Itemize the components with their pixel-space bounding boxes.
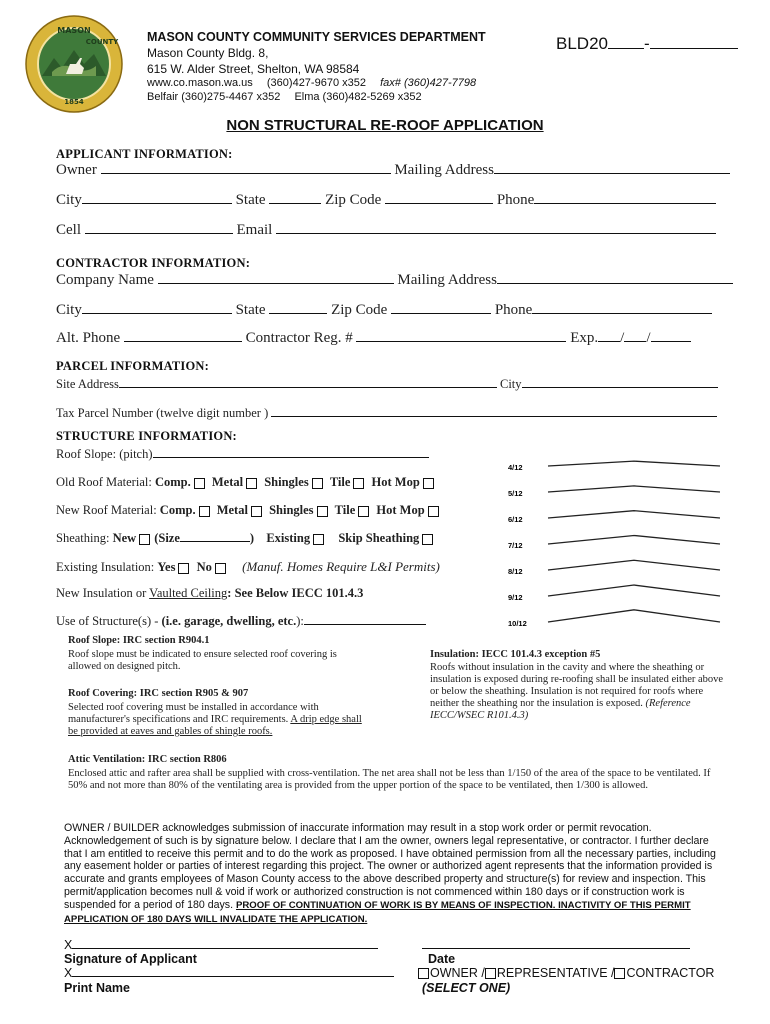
acknowledgement-body: OWNER / BUILDER acknowledges submission of inaccurate information may result in a stop work order or permit revocation. Acknowledgement of such is by signature below. I declare that I am the owner, owners legal representative, or contractor. I further declare that I am entitled to receive this permit and to do the work as proposed. I have obtained permission from all the necessary parties, including any easement holder or parties of interest regarding this project. The owner or authorized agent represents that the information provided is accurate and grants employees of Mason County access to the above described property and structure(s) for review and inspection. This permit/application becomes null & void if work or authorized construction is not commenced within 180 days or if construction work is suspended for a period of 180 days.	[64, 822, 716, 911]
alt-phone-field[interactable]	[124, 341, 242, 342]
old-metal-label: Metal	[211, 475, 244, 489]
county-seal	[22, 14, 126, 114]
permit-year-field[interactable]	[608, 48, 644, 49]
exp-month-field[interactable]	[598, 341, 620, 342]
cell-field[interactable]	[85, 233, 233, 234]
mailing-address-field[interactable]	[494, 173, 730, 174]
new-material-row	[56, 503, 443, 518]
contractor-reg-field[interactable]	[356, 341, 566, 342]
contractor-city-label: City	[56, 302, 82, 318]
new-material-label: New Roof Material:	[56, 503, 157, 517]
seal-year-text: 1854	[64, 98, 84, 106]
manufactured-homes-note: (Manuf. Homes Require L&I Permits)	[242, 559, 440, 574]
cell-row	[56, 222, 716, 239]
contractor-city-row	[56, 302, 712, 319]
use-close: ):	[296, 614, 304, 628]
old-tile-checkbox[interactable]	[353, 478, 364, 489]
sheathing-size-field[interactable]	[180, 541, 250, 542]
sheathing-new-checkbox[interactable]	[139, 534, 150, 545]
pitch-label-4-12: 4/12	[508, 463, 523, 472]
seal-right-text: COUNTY	[85, 38, 119, 46]
address-line1: Mason County Bldg. 8,	[147, 46, 269, 60]
use-of-structure-field[interactable]	[304, 624, 426, 625]
contractor-state-field[interactable]	[269, 313, 327, 314]
elma-phone: Elma (360)482-5269 x352	[294, 91, 422, 103]
old-hotmop-checkbox[interactable]	[423, 478, 434, 489]
tax-parcel-row	[56, 406, 717, 421]
exp-year-field[interactable]	[651, 341, 691, 342]
insulation-note-body: Roofs without insulation in the cavity and where the sheathing or insulation is exposed during re-roofing shall be insulated either above or below the sheathing. Insulation is not required for roofs where neither the sheathing nor the insulation is exposed.	[430, 662, 724, 709]
state-field[interactable]	[269, 203, 321, 204]
city-field[interactable]	[82, 203, 232, 204]
acknowledgement	[64, 822, 720, 926]
pitch-label-9-12: 9/12	[508, 593, 523, 602]
old-comp-label: Comp.	[154, 475, 191, 489]
phone-field[interactable]	[534, 203, 716, 204]
roof-slope-note-title: Roof Slope: IRC section R904.1	[68, 635, 210, 646]
sheathing-existing-checkbox[interactable]	[313, 534, 324, 545]
contractor-zip-field[interactable]	[391, 313, 491, 314]
existing-insulation-label: Existing Insulation:	[56, 560, 155, 574]
pitch-diagram	[506, 446, 726, 632]
new-hotmop-checkbox[interactable]	[428, 506, 439, 517]
drip-edge-note: A drip edge shall be provided at eaves and gables of shingle roofs.	[68, 714, 362, 737]
use-of-structure-row	[56, 614, 426, 629]
old-material-label: Old Roof Material:	[56, 475, 152, 489]
new-tile-checkbox[interactable]	[358, 506, 369, 517]
print-x: X	[64, 966, 73, 980]
sheathing-label: Sheathing:	[56, 531, 110, 545]
old-shingles-checkbox[interactable]	[312, 478, 323, 489]
belfair-phone: Belfair (360)275-4467 x352	[147, 91, 281, 103]
exp-slash-1: /	[620, 330, 625, 346]
pitch-label-10-12: 10/12	[508, 619, 527, 628]
old-metal-checkbox[interactable]	[246, 478, 257, 489]
attic-note-body: Enclosed attic and rafter area shall be supplied with cross-ventilation. The net area shall not be less than 1/150 of the area of the space to be ventilated. If 50% and not more than 80% of the ventilating area is provided from the upper portion of the space to be ventilated, then 1/300 is allowed.	[68, 768, 711, 791]
signature-label: Signature of Applicant	[64, 952, 197, 966]
cell-label: Cell	[56, 222, 81, 238]
new-tile-label: Tile	[334, 503, 356, 517]
pitch-line-5-12	[548, 486, 720, 492]
insulation-note-title: Insulation: IECC 101.4.3 exception #5	[430, 649, 601, 660]
new-metal-label: Metal	[216, 503, 248, 517]
select-one-label: (SELECT ONE)	[422, 981, 511, 995]
contractor-mailing-field[interactable]	[497, 283, 733, 284]
pitch-line-7-12	[548, 535, 720, 544]
signature-x: X	[64, 938, 73, 952]
exp-slash-2: /	[646, 330, 651, 346]
company-field[interactable]	[158, 283, 394, 284]
roof-covering-note-title: Roof Covering: IRC section R905 & 907	[68, 688, 249, 699]
old-material-row	[56, 475, 438, 490]
page-title: NON STRUCTURAL RE-ROOF APPLICATION	[226, 117, 544, 134]
site-address-label: Site Address	[56, 377, 119, 391]
alt-phone-row	[56, 330, 691, 347]
sheathing-close: )	[249, 531, 255, 545]
fax: fax# (360)427-7798	[380, 77, 477, 89]
pitch-label-6-12: 6/12	[508, 515, 523, 524]
role-select-row	[418, 966, 714, 980]
new-insulation-label: New Insulation or	[56, 586, 147, 600]
new-comp-label: Comp.	[159, 503, 196, 517]
city-label: City	[56, 192, 82, 208]
pitch-label-8-12: 8/12	[508, 567, 523, 576]
exp-label: Exp.	[570, 330, 599, 346]
owner-checkbox[interactable]	[418, 968, 429, 979]
contractor-phone-field[interactable]	[532, 313, 712, 314]
website[interactable]: www.co.mason.wa.us	[147, 77, 253, 89]
print-name-field[interactable]	[72, 976, 394, 977]
permit-prefix: BLD20	[556, 34, 608, 53]
owner-role-label: OWNER /	[430, 966, 485, 980]
old-comp-checkbox[interactable]	[194, 478, 205, 489]
address-line2: 615 W. Alder Street, Shelton, WA 98584	[147, 62, 360, 76]
old-tile-label: Tile	[329, 475, 351, 489]
owner-field[interactable]	[101, 173, 391, 174]
phone-label: Phone	[496, 192, 535, 208]
new-metal-checkbox[interactable]	[251, 506, 262, 517]
signature-row	[64, 938, 378, 952]
new-comp-checkbox[interactable]	[199, 506, 210, 517]
old-shingles-label: Shingles	[264, 475, 309, 489]
zip-field[interactable]	[385, 203, 493, 204]
permit-seq-field[interactable]	[650, 48, 738, 49]
applicant-heading: APPLICANT INFORMATION:	[56, 147, 233, 161]
contractor-heading: CONTRACTOR INFORMATION:	[56, 256, 251, 270]
pitch-line-10-12	[548, 610, 720, 622]
site-city-label: City	[499, 377, 522, 391]
roof-slope-note-body: Roof slope must be indicated to ensure selected roof covering is allowed on designed pitch.	[68, 649, 337, 672]
sheathing-row	[56, 531, 437, 546]
alt-phone-label: Alt. Phone	[56, 330, 121, 346]
print-name-row	[64, 966, 394, 980]
representative-role-label: REPRESENTATIVE /	[496, 966, 615, 980]
permit-dash: -	[643, 34, 650, 53]
department-name: MASON COUNTY COMMUNITY SERVICES DEPARTMENT	[147, 30, 486, 44]
phone: (360)427-9670 x352	[266, 77, 366, 89]
insulation-no-label: No	[196, 560, 212, 574]
branch-line	[147, 91, 422, 103]
old-hotmop-label: Hot Mop	[371, 475, 420, 489]
pitch-label-7-12: 7/12	[508, 541, 523, 550]
vaulted-ceiling-label: Vaulted Ceiling	[149, 586, 228, 600]
use-example: (i.e. garage, dwelling, etc.	[161, 614, 297, 628]
roof-slope-label: Roof Slope: (pitch)	[56, 447, 153, 461]
seal-top-text: MASON	[57, 26, 91, 35]
new-shingles-label: Shingles	[269, 503, 314, 517]
print-name-label: Print Name	[64, 981, 130, 995]
pitch-line-4-12	[548, 461, 720, 466]
contractor-zip-label: Zip Code	[331, 302, 388, 318]
pitch-label-5-12: 5/12	[508, 489, 523, 498]
site-address-row	[56, 377, 718, 392]
email-field[interactable]	[276, 233, 716, 234]
contractor-phone-label: Phone	[494, 302, 533, 318]
company-label: Company Name	[56, 272, 154, 288]
pitch-line-9-12	[548, 585, 720, 596]
new-shingles-checkbox[interactable]	[317, 506, 328, 517]
contractor-mailing-label: Mailing Address	[397, 272, 497, 288]
signature-field[interactable]	[72, 948, 378, 949]
exp-day-field[interactable]	[624, 341, 646, 342]
contact-line	[147, 77, 476, 89]
see-below-label: : See Below IECC 101.4.3	[227, 586, 364, 600]
pitch-diagram-svg	[506, 446, 726, 632]
sheathing-existing-label: Existing	[266, 531, 311, 545]
acknowledgement-bold: PROOF OF CONTINUATION OF WORK IS BY MEANS OF INSPECTION. INACTIVITY OF THIS PERMIT APPLICATION OF 180 DAYS WILL INVALIDATE THE APPLICATION.	[64, 899, 691, 925]
insulation-yes-label: Yes	[157, 560, 176, 574]
sheathing-skip-checkbox[interactable]	[422, 534, 433, 545]
new-insulation-row	[56, 586, 363, 601]
owner-label: Owner	[56, 162, 97, 178]
applicant-city-row	[56, 192, 716, 209]
sheathing-new-label: New	[112, 531, 137, 545]
contractor-state-label: State	[235, 302, 266, 318]
sheathing-skip-label: Skip Sheathing	[338, 531, 420, 545]
zip-label: Zip Code	[325, 192, 382, 208]
roof-covering-note	[68, 702, 368, 738]
structure-heading: STRUCTURE INFORMATION:	[56, 429, 237, 443]
email-label: Email	[236, 222, 273, 238]
use-of-structure-label: Use of Structure(s) -	[56, 614, 159, 628]
sheathing-size-label: (Size	[154, 531, 180, 545]
attic-note-title: Attic Ventilation: IRC section R806	[68, 754, 227, 765]
insulation-note	[430, 662, 726, 722]
company-row	[56, 272, 733, 289]
pitch-line-8-12	[548, 560, 720, 570]
insulation-reference: (Reference IECC/WSEC R101.4.3)	[430, 698, 691, 721]
new-hotmop-label: Hot Mop	[376, 503, 425, 517]
parcel-heading: PARCEL INFORMATION:	[56, 359, 209, 373]
site-address-field[interactable]	[119, 387, 497, 388]
permit-number	[556, 34, 738, 54]
contractor-role-label: CONTRACTOR	[626, 966, 715, 980]
roof-covering-note-body: Selected roof covering must be installed in accordance with manufacturer's specifications and IRC requirements.	[68, 702, 319, 725]
site-city-field[interactable]	[522, 387, 718, 388]
state-label: State	[235, 192, 266, 208]
owner-row	[56, 162, 730, 179]
date-label: Date	[428, 952, 456, 966]
roof-slope-field[interactable]	[153, 457, 429, 458]
pitch-line-6-12	[548, 511, 720, 518]
contractor-reg-label: Contractor Reg. #	[245, 330, 353, 346]
representative-checkbox[interactable]	[485, 968, 496, 979]
tax-parcel-label: Tax Parcel Number (twelve digit number )	[56, 406, 269, 420]
date-line[interactable]	[422, 948, 690, 949]
county-seal-icon	[22, 14, 126, 114]
contractor-city-field[interactable]	[82, 313, 232, 314]
mailing-address-label: Mailing Address	[394, 162, 494, 178]
insulation-no-checkbox[interactable]	[215, 563, 226, 574]
existing-insulation-row	[56, 559, 440, 575]
contractor-checkbox[interactable]	[614, 968, 625, 979]
tax-parcel-field[interactable]	[271, 416, 717, 417]
insulation-yes-checkbox[interactable]	[178, 563, 189, 574]
roof-slope-row	[56, 447, 429, 462]
